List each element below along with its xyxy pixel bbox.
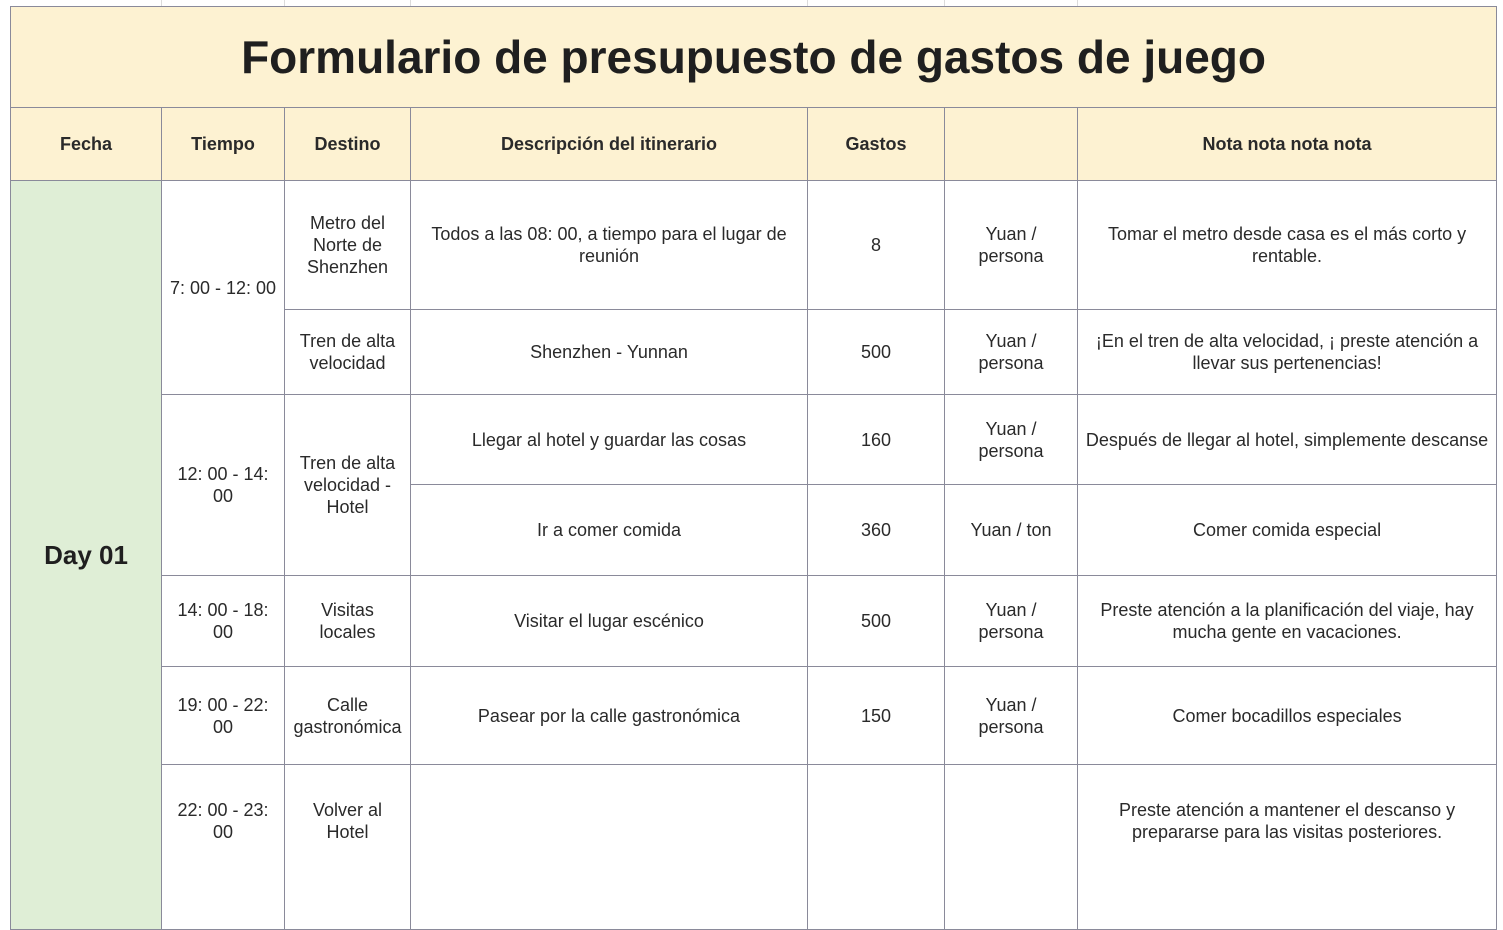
unit-cell[interactable]: Yuan / persona	[945, 576, 1078, 667]
header-gastos[interactable]: Gastos	[808, 108, 945, 181]
time-cell[interactable]: 12: 00 - 14: 00	[162, 395, 285, 576]
budget-table	[10, 6, 1497, 930]
description-cell[interactable]	[411, 765, 808, 930]
header-destino[interactable]: Destino	[285, 108, 411, 181]
cost-cell[interactable]	[808, 765, 945, 930]
note-cell[interactable]: Preste atención a la planificación del viaje, hay mucha gente en vacaciones.	[1078, 576, 1497, 667]
budget-sheet	[10, 6, 1497, 930]
description-cell[interactable]: Visitar el lugar escénico	[411, 576, 808, 667]
note-cell[interactable]: Tomar el metro desde casa es el más corto y rentable.	[1078, 181, 1497, 310]
cost-cell[interactable]: 360	[808, 485, 945, 576]
cost-cell[interactable]: 160	[808, 395, 945, 485]
unit-cell[interactable]: Yuan / persona	[945, 310, 1078, 395]
note-cell[interactable]: Después de llegar al hotel, simplemente descanse	[1078, 395, 1497, 485]
time-cell[interactable]: 19: 00 - 22: 00	[162, 667, 285, 765]
note-cell[interactable]: Comer comida especial	[1078, 485, 1497, 576]
time-cell[interactable]: 14: 00 - 18: 00	[162, 576, 285, 667]
destination-cell[interactable]: Volver al Hotel	[285, 765, 411, 930]
sheet-title[interactable]: Formulario de presupuesto de gastos de juego	[11, 7, 1497, 108]
table-row	[11, 181, 1497, 310]
unit-cell[interactable]: Yuan / persona	[945, 181, 1078, 310]
table-row	[11, 576, 1497, 667]
destination-cell[interactable]: Calle gastronómica	[285, 667, 411, 765]
table-row	[11, 667, 1497, 765]
time-cell[interactable]: 7: 00 - 12: 00	[162, 181, 285, 395]
unit-cell[interactable]: Yuan / persona	[945, 395, 1078, 485]
header-descripcion[interactable]: Descripción del itinerario	[411, 108, 808, 181]
time-cell[interactable]: 22: 00 - 23: 00	[162, 765, 285, 930]
table-row	[11, 395, 1497, 485]
destination-cell[interactable]: Tren de alta velocidad - Hotel	[285, 395, 411, 576]
cost-cell[interactable]: 150	[808, 667, 945, 765]
header-fecha[interactable]: Fecha	[11, 108, 162, 181]
header-tiempo[interactable]: Tiempo	[162, 108, 285, 181]
unit-cell[interactable]: Yuan / ton	[945, 485, 1078, 576]
header-nota[interactable]: Nota nota nota nota	[1078, 108, 1497, 181]
description-cell[interactable]: Ir a comer comida	[411, 485, 808, 576]
unit-cell[interactable]	[945, 765, 1078, 930]
destination-cell[interactable]: Metro del Norte de Shenzhen	[285, 181, 411, 310]
unit-cell[interactable]: Yuan / persona	[945, 667, 1078, 765]
note-cell[interactable]: ¡En el tren de alta velocidad, ¡ preste atención a llevar sus pertenencias!	[1078, 310, 1497, 395]
description-cell[interactable]: Llegar al hotel y guardar las cosas	[411, 395, 808, 485]
destination-cell[interactable]: Tren de alta velocidad	[285, 310, 411, 395]
destination-cell[interactable]: Visitas locales	[285, 576, 411, 667]
header-unidad[interactable]	[945, 108, 1078, 181]
note-cell[interactable]: Preste atención a mantener el descanso y prepararse para las visitas posteriores.	[1078, 765, 1497, 930]
cost-cell[interactable]: 500	[808, 576, 945, 667]
table-row	[11, 765, 1497, 930]
cost-cell[interactable]: 8	[808, 181, 945, 310]
cost-cell[interactable]: 500	[808, 310, 945, 395]
note-cell[interactable]: Comer bocadillos especiales	[1078, 667, 1497, 765]
description-cell[interactable]: Pasear por la calle gastronómica	[411, 667, 808, 765]
description-cell[interactable]: Todos a las 08: 00, a tiempo para el lugar de reunión	[411, 181, 808, 310]
description-cell[interactable]: Shenzhen - Yunnan	[411, 310, 808, 395]
day-cell[interactable]: Day 01	[11, 181, 162, 930]
